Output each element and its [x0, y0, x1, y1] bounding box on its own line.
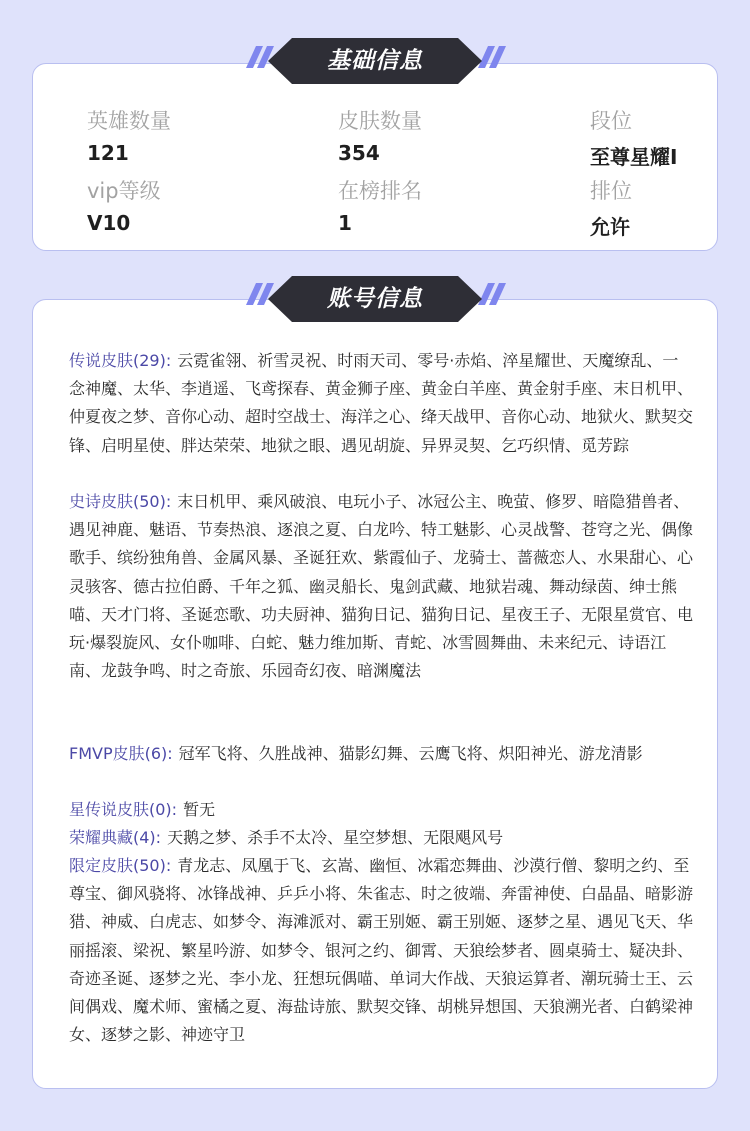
stat-value: 至尊星耀I: [590, 145, 678, 169]
section-label: 星传说皮肤(0): [69, 800, 172, 819]
section-label: 传说皮肤(29): [69, 351, 166, 370]
stat-value: 354: [338, 141, 380, 165]
section-content: 冠军飞将、久胜战神、猫影幻舞、云鹰飞将、炽阳神光、游龙清影: [178, 744, 643, 763]
section-separator: :: [165, 351, 172, 370]
stat-label: 英雄数量: [87, 109, 171, 133]
skin-section-star-legendary: [69, 796, 693, 824]
stat-value: 121: [87, 141, 129, 165]
stat-value: V10: [87, 211, 131, 235]
basic-info-card: [32, 63, 718, 251]
section-label: 荣耀典藏(4): [69, 828, 156, 847]
stat-skin-count: [338, 105, 422, 165]
section-separator: :: [155, 828, 162, 847]
account-info-card: [32, 299, 718, 1089]
section-title: 账号信息: [327, 286, 423, 312]
stat-value: 允许: [590, 215, 630, 239]
section-header-account: [268, 276, 482, 322]
stat-label: vip等级: [87, 179, 161, 203]
stat-value: 1: [338, 211, 352, 235]
stat-ranked-play: [590, 175, 632, 240]
stat-vip-level: [87, 175, 161, 235]
stat-rank-tier: [590, 105, 677, 170]
section-content: 末日机甲、乘风破浪、电玩小子、冰冠公主、晚萤、修罗、暗隐猎兽者、遇见神鹿、魅语、节奏热浪、逐浪之夏、白龙吟、特工魅影、心灵战警、苍穹之光、偶像歌手、缤纷独角兽、金属风暴、圣诞狂欢、紫霞仙子、龙骑士、蔷薇恋人、水果甜心、心灵骇客、德古拉伯爵、千年之狐、幽灵船长、鬼剑武藏、地狱岩魂、舞动绿茵、绅士熊喵、天才门将、圣诞恋歌、功夫厨神、猫狗日记、猫狗日记、星夜王子、无限星赏官、电玩·爆裂旋风、女仆咖啡、白蛇、魅力维加斯、青蛇、冰雪圆舞曲、未来纪元、诗语江南、龙鼓争鸣、时之奇旅、乐园奇幻夜、暗渊魔法: [69, 492, 694, 681]
section-label: 史诗皮肤(50): [69, 492, 166, 511]
section-separator: :: [171, 800, 178, 819]
stat-label: 皮肤数量: [338, 109, 422, 133]
skin-section-limited: [69, 852, 693, 1049]
section-separator: :: [167, 744, 173, 763]
section-title: 基础信息: [327, 48, 423, 74]
skin-section-fmvp: [69, 740, 693, 768]
section-content: 云霓雀翎、祈雪灵祝、时雨天司、零号·赤焰、淬星耀世、天魔缭乱、一念神魔、太华、李逍遥、飞鸢探春、黄金狮子座、黄金白羊座、黄金射手座、末日机甲、仲夏夜之梦、音你心动、超时空战士、海洋之心、绛天战甲、音你心动、地狱火、默契交锋、启明星使、胖达荣荣、地狱之眼、遇见胡旋、异界灵契、乞巧织情、觅芳踪: [69, 351, 694, 455]
section-content: 天鹅之梦、杀手不太冷、星空梦想、无限飓风号: [167, 828, 504, 847]
stat-hero-count: [87, 105, 171, 165]
skin-section-epic: [69, 488, 693, 685]
skin-section-glory-collection: [69, 824, 693, 852]
section-label: FMVP皮肤(6): [69, 744, 168, 763]
stat-label: 段位: [590, 109, 632, 133]
section-header-basic: [268, 38, 482, 84]
section-label: 限定皮肤(50): [69, 856, 166, 875]
skin-section-legendary: [69, 347, 693, 460]
stat-leaderboard-rank: [338, 175, 422, 235]
section-content: 青龙志、凤凰于飞、玄嵩、幽恒、冰霜恋舞曲、沙漠行僧、黎明之约、至尊宝、御风骁将、冰锋战神、乒乒小将、朱雀志、时之彼端、奔雷神使、白晶晶、暗影游猎、神威、白虎志、如梦令、海滩派对、霸王别姬、霸王别姬、逐梦之星、遇见飞天、华丽摇滚、梁祝、繁星吟游、如梦令、银河之约、御霄、天狼绘梦者、圆桌骑士、疑决卦、奇迹圣诞、逐梦之光、李小龙、狂想玩偶喵、单词大作战、天狼运算者、潮玩骑士王、云间偶戏、魔术师、蜜橘之夏、海盐诗旅、默契交锋、胡桃异想国、天狼溯光者、白鹤梁神女、逐梦之影、神迹守卫: [69, 856, 694, 1045]
stat-label: 排位: [590, 179, 632, 203]
section-content: 暂无: [183, 800, 216, 819]
section-separator: :: [165, 856, 172, 875]
section-separator: :: [165, 492, 172, 511]
stat-label: 在榜排名: [338, 179, 422, 203]
